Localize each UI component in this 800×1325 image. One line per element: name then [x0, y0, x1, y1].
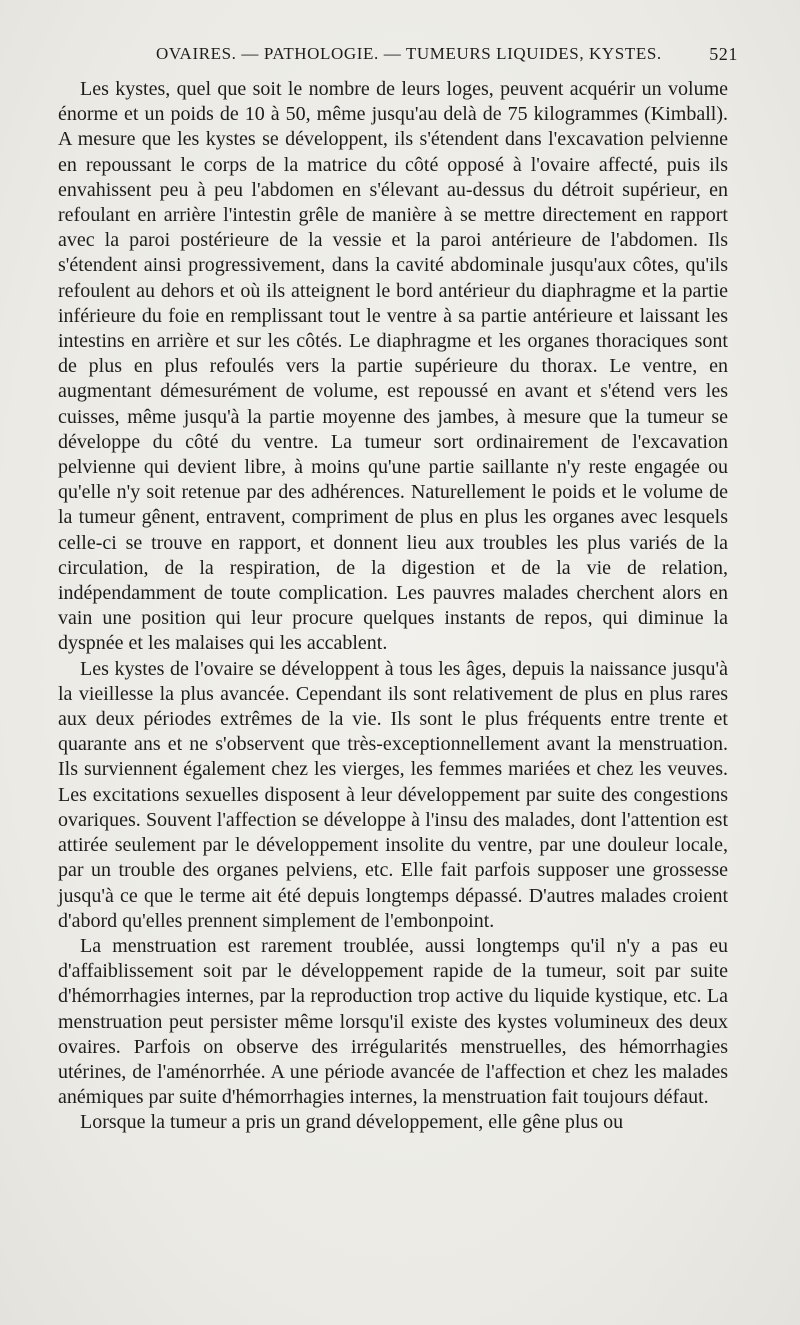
page-number: 521 [709, 44, 738, 64]
paragraph: Les kystes, quel que soit le nombre de leurs loges, peuvent acquérir un volume énorme et un poids de 10 à 50, même jusqu'au delà de 75 kilogrammes (Kimball). A mesure que les kystes se développent, ils s'étendent dans l'excavation pelvienne en repoussant le corps de la matrice du côté opposé à l'ovaire affecté, puis ils envahissent peu à peu l'abdomen en s'élevant au-dessus du détroit supérieur, en refoulant en arrière l'intestin grêle de manière à se mettre directement en rapport avec la paroi postérieure de la vessie et la paroi antérieure de l'abdomen. Ils s'étendent ainsi progressivement, dans la cavité abdominale jusqu'aux côtes, qu'ils refoulent au dehors et où ils atteignent le bord antérieur du diaphragme et la partie inférieure du foie en remplissant tout le ventre à sa partie antérieure et laissant les intestins en arrière et sur les côtés. Le diaphragme et les organes thoraciques sont de plus en plus refoulés vers la partie supérieure du thorax. Le ventre, en augmentant démesurément de volume, est repoussé en avant et s'étend vers les cuisses, même jusqu'à la partie moyenne des jambes, à mesure que la tumeur se développe du côté du ventre. La tumeur sort ordinairement de l'excavation pelvienne qui devient libre, à moins qu'une partie saillante n'y reste engagée ou qu'elle n'y soit retenue par des adhérences. Naturellement le poids et le volume de la tumeur gênent, entravent, compriment de plus en plus les organes avec lesquels celle-ci se trouve en rapport, et donnent lieu aux troubles les plus variés de la circulation, de la respiration, de la digestion et de la vie de relation, indépendamment de toute complication. Les pauvres malades cherchent alors en vain une position qui leur procure quelques instants de repos, qui diminue la dyspnée et les malaises qui les accablent. [58, 78, 728, 655]
paragraph: Les kystes de l'ovaire se développent à tous les âges, depuis la naissance jusqu'à la vieillesse la plus avancée. Cependant ils sont relativement de plus en plus rares aux deux périodes extrêmes de la vie. Ils sont le plus fréquents entre trente et quarante ans et ne s'observent que très-exceptionnellement avant la menstruation. Ils surviennent également chez les vierges, les femmes mariées et chez les veuves. Les excitations sexuelles disposent à leur développement par suite des congestions ovariques. Souvent l'affection se développe à l'insu des malades, dont l'attention est attirée seulement par le développement insolite du ventre, par une douleur locale, par un trouble des organes pelviens, etc. Elle fait parfois supposer une grossesse jusqu'à ce que le terme ait été depuis longtemps dépassé. D'autres malades croient d'abord qu'elles prennent simplement de l'embonpoint. [58, 657, 728, 932]
page-body [58, 77, 728, 1136]
running-title: OVAIRES. — PATHOLOGIE. — TUMEURS LIQUIDES, KYSTES. [156, 44, 662, 63]
paragraph: La menstruation est rarement troublée, aussi longtemps qu'il n'y a pas eu d'affaiblissement soit par le développement rapide de la tumeur, soit par suite d'hémorrhagies internes, par la reproduction trop active du liquide kystique, etc. La menstruation peut persister même lorsqu'il existe des kystes volumineux des deux ovaires. Parfois on observe des irrégularités menstruelles, des hémorrhagies utérines, de l'aménorrhée. A une période avancée de l'affection et chez les malades anémiques par suite d'hémorrhagies internes, la menstruation fait toujours défaut. [58, 934, 728, 1109]
paragraph: Lorsque la tumeur a pris un grand développement, elle gêne plus ou [80, 1111, 624, 1134]
page-header [60, 44, 738, 72]
